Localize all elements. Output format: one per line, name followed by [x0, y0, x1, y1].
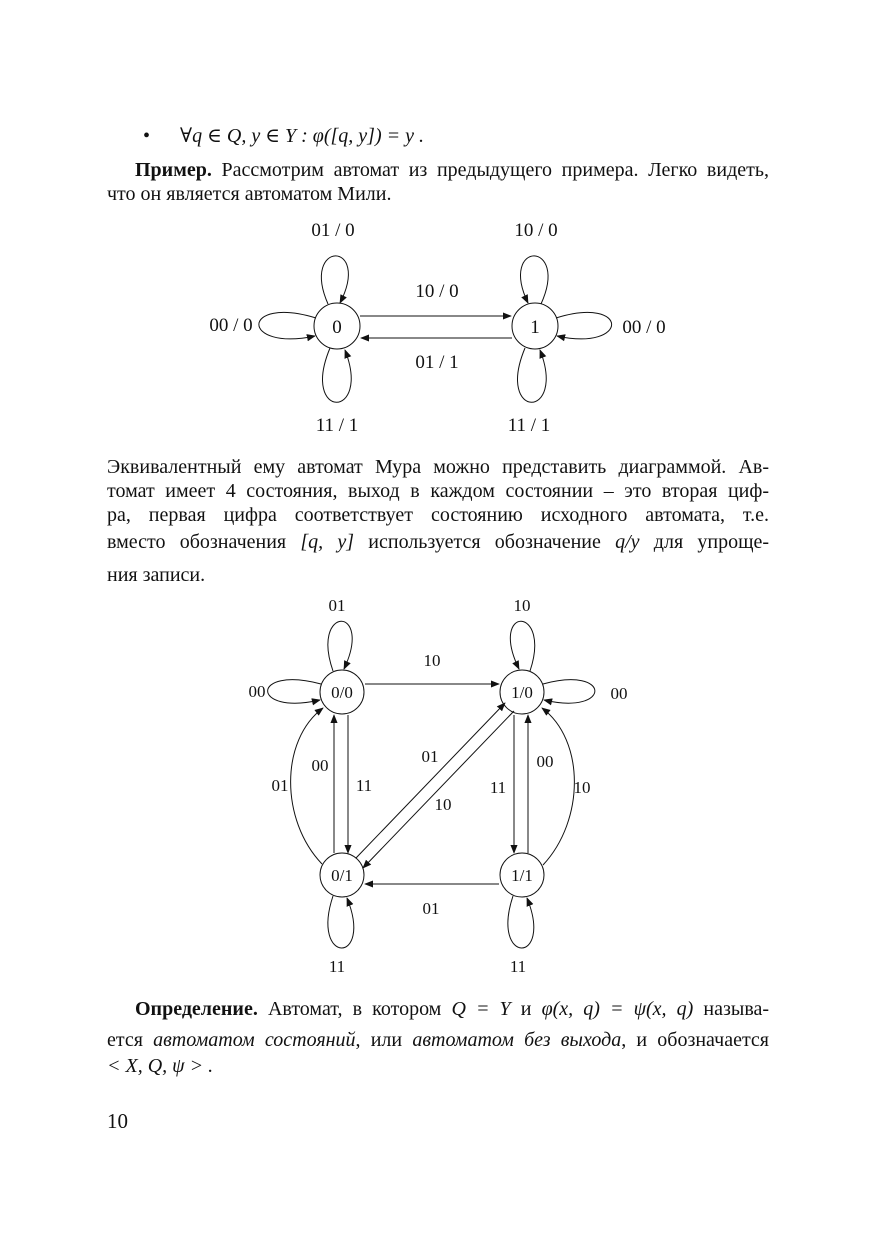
definition-formula-q-eq-y: Q = Y	[451, 998, 511, 1020]
moore-label-diag-up: 01	[421, 747, 439, 766]
para1-formula-qy-bracket: [q, y]	[300, 531, 355, 553]
definition-line-2-b: , или	[355, 1029, 403, 1051]
example-line-1-text: Рассмотрим автомат из предыдущего примера. Легко видеть,	[221, 159, 769, 181]
mealy-state-1-label: 1	[530, 317, 540, 338]
moore-label-edge-00-10: 10	[423, 651, 441, 670]
mealy-label-loop-top-1: 10 / 0	[514, 220, 558, 241]
para1-line-2: томат имеет 4 состояния, выход в каждом состоянии – это вторая циф-	[107, 480, 769, 502]
moore-loop-left-00	[268, 680, 321, 703]
mealy-label-edge-1-0: 01 / 1	[415, 352, 459, 373]
mealy-label-loop-left-0: 00 / 0	[209, 315, 253, 336]
mealy-label-loop-right-1: 00 / 0	[622, 317, 666, 338]
para1-line-3: ра, первая цифра соответствует состоянию исходного автомата, т.е.	[107, 504, 769, 526]
moore-state-01-label: 0/1	[331, 866, 353, 885]
page-number: 10	[107, 1109, 128, 1133]
mealy-label-loop-bottom-0: 11 / 1	[315, 415, 359, 436]
moore-label-inner-left-down: 11	[355, 776, 373, 795]
para1-line-4-e: для упроще-	[653, 531, 770, 553]
moore-state-00-label: 0/0	[331, 683, 353, 702]
definition-line-2-c: , и обозначается	[621, 1029, 770, 1051]
para1-line-4-c: используется обозначение	[368, 531, 601, 553]
moore-state-10-label: 1/0	[511, 683, 533, 702]
para1-line-5: ния записи.	[107, 564, 206, 586]
bullet-marker: •	[143, 125, 151, 147]
moore-label-outer-right: 10	[573, 778, 591, 797]
mealy-state-0-label: 0	[332, 317, 342, 338]
moore-label-edge-11-01: 01	[422, 899, 440, 918]
para1-line-4-a: вместо обозначения	[107, 531, 287, 553]
example-line-2: что он является автоматом Мили.	[107, 183, 392, 205]
definition-line-2	[107, 1028, 769, 1052]
definition-and: и	[520, 998, 532, 1020]
mealy-label-edge-0-1: 10 / 0	[415, 281, 459, 302]
moore-loop-right-10	[543, 680, 595, 703]
para1-formula-q-slash-y: q/y	[615, 531, 640, 553]
moore-label-inner-left-up: 00	[311, 756, 329, 775]
moore-label-loop-bottom-11: 11	[509, 957, 527, 976]
definition-line-1-a: Автомат, в котором	[267, 998, 442, 1020]
example-heading: Пример.	[135, 159, 212, 181]
moore-label-loop-left-00: 00	[248, 682, 266, 701]
moore-state-11-label: 1/1	[511, 866, 533, 885]
definition-term-state-automaton: автоматом состояний	[153, 1029, 356, 1051]
moore-label-diag-down: 10	[434, 795, 452, 814]
definition-formula-phi-eq-psi: φ(x, q) = ψ(x, q)	[541, 998, 694, 1020]
moore-loop-top-10	[510, 621, 534, 671]
definition-term-no-output: автоматом без выхода	[412, 1029, 622, 1051]
moore-label-loop-top-00: 01	[328, 596, 346, 615]
moore-loop-bottom-11	[508, 896, 534, 948]
moore-label-loop-bottom-01: 11	[328, 957, 346, 976]
moore-label-outer-left: 01	[271, 776, 289, 795]
mealy-label-loop-bottom-1: 11 / 1	[507, 415, 551, 436]
moore-edge-outer-right	[542, 708, 574, 865]
moore-edge-outer-left	[291, 708, 323, 864]
definition-line-1-b: называ-	[703, 998, 770, 1020]
moore-loop-bottom-01	[328, 896, 354, 948]
moore-label-loop-top-10: 10	[513, 596, 531, 615]
definition-line-3-formula: < X, Q, ψ > .	[107, 1055, 214, 1077]
bullet-formula: ∀q ∈ Q, y ∈ Y : φ([q, y]) = y .	[180, 125, 424, 147]
para1-line-1: Эквивалентный ему автомат Мура можно представить диаграммой. Ав-	[107, 456, 769, 478]
moore-edge-diag-up	[356, 703, 505, 858]
moore-label-inner-right-up: 00	[536, 752, 554, 771]
mealy-label-loop-top-0: 01 / 0	[311, 220, 355, 241]
definition-line-1	[135, 997, 769, 1021]
moore-label-inner-right-down: 11	[489, 778, 507, 797]
moore-label-loop-right-10: 00	[610, 684, 628, 703]
moore-loop-top-00	[328, 621, 352, 671]
definition-line-2-a: ется	[107, 1029, 143, 1051]
definition-heading: Определение.	[135, 998, 258, 1020]
